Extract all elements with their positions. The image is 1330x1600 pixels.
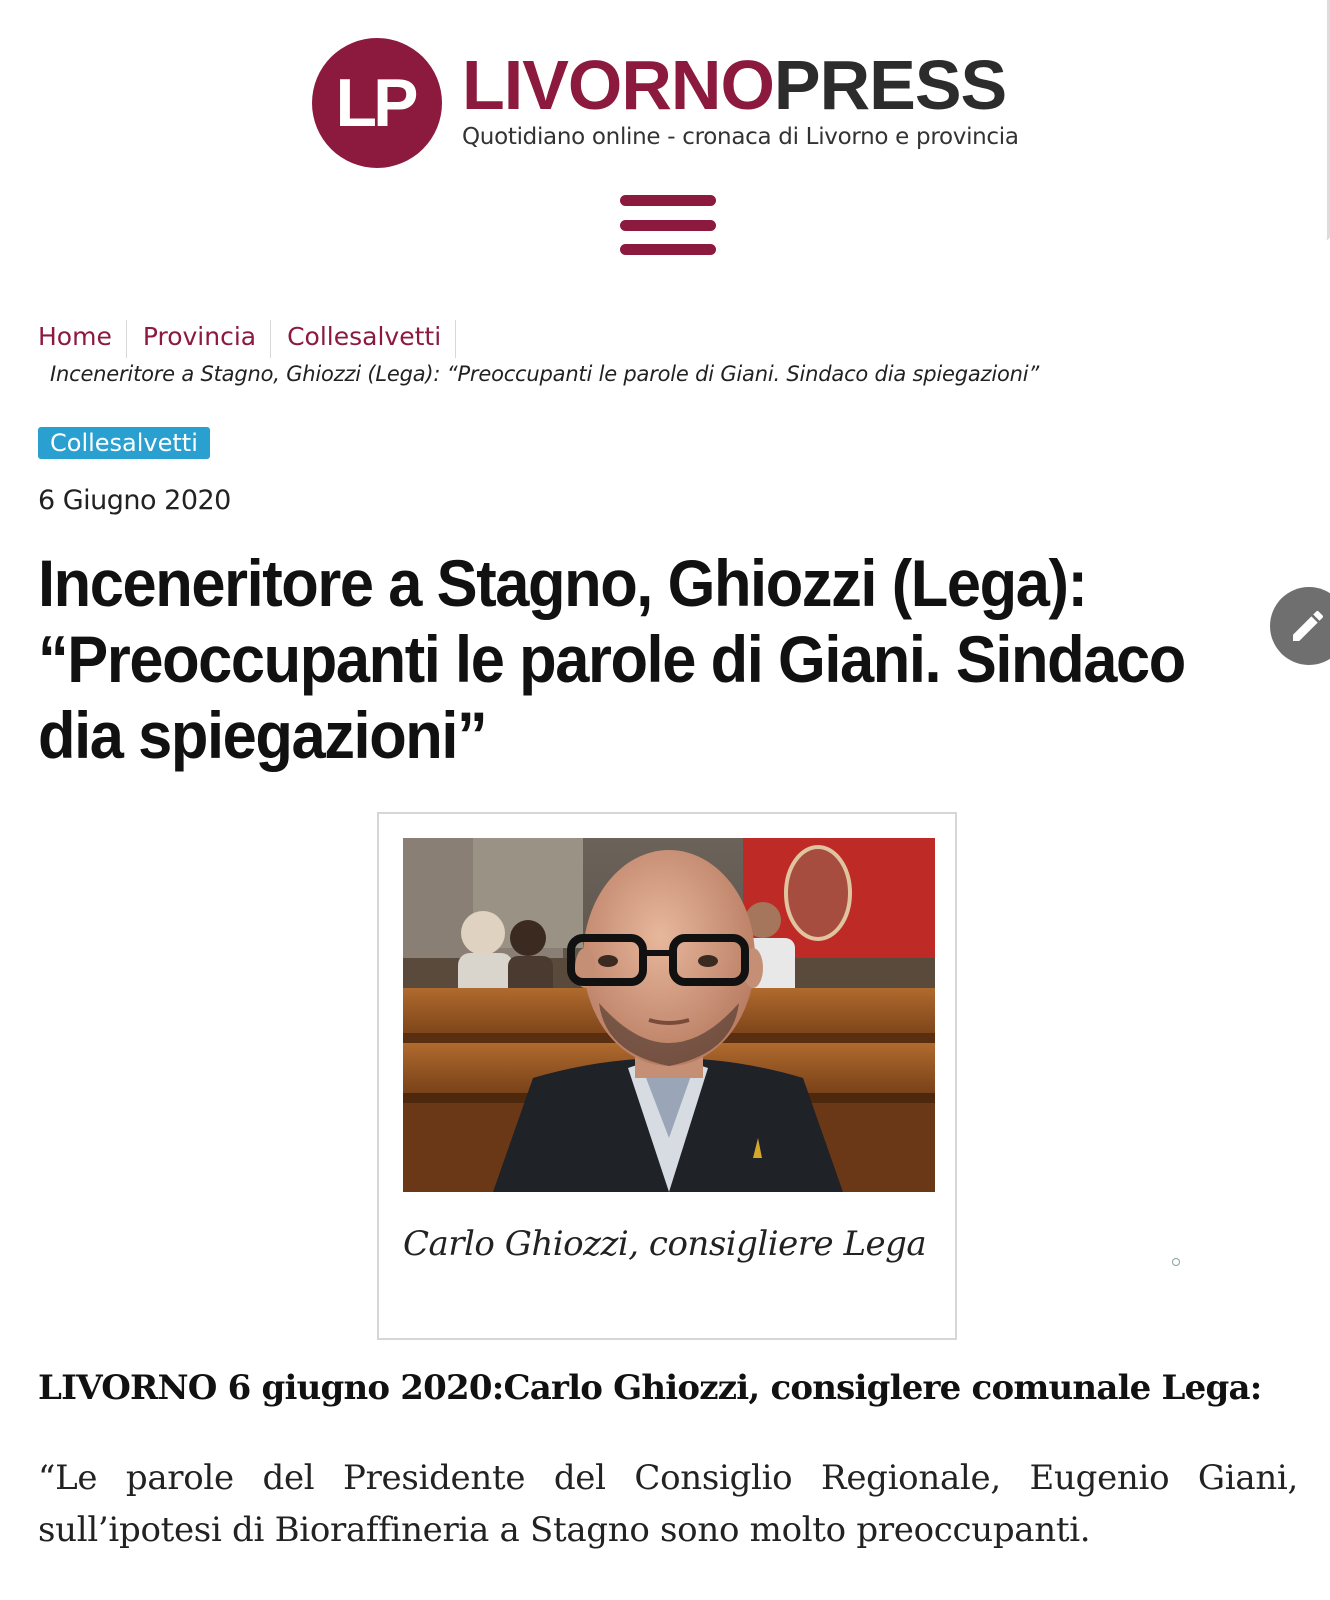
article-figure bbox=[377, 812, 957, 1340]
breadcrumb-current: Inceneritore a Stagno, Ghiozzi (Lega): “Preoccupanti le parole di Giani. Sindaco dia spiegazioni” bbox=[50, 362, 1040, 386]
article-paragraph-1: “Le parole del Presidente del Consiglio Regionale, Eugenio Giani, sull’ipotesi di Bioraffineria a Stagno sono molto preoccupanti. bbox=[38, 1458, 1298, 1550]
brand-block[interactable] bbox=[462, 48, 1019, 150]
logo-badge[interactable] bbox=[312, 38, 442, 168]
category-badge[interactable]: Collesalvetti bbox=[38, 427, 210, 459]
article-photo[interactable] bbox=[403, 838, 935, 1192]
site-header bbox=[0, 0, 1330, 270]
image-caption: Carlo Ghiozzi, consigliere Lega bbox=[403, 1224, 927, 1264]
breadcrumb bbox=[38, 320, 472, 358]
hamburger-menu-icon[interactable] bbox=[620, 195, 716, 255]
brand-name-part1: LIVORNO bbox=[462, 46, 774, 124]
breadcrumb-home[interactable]: Home bbox=[38, 320, 127, 358]
brand-name-part2: PRESS bbox=[773, 46, 1007, 124]
article-date: 6 Giugno 2020 bbox=[38, 485, 231, 516]
scrollbar[interactable] bbox=[1322, 0, 1330, 240]
breadcrumb-collesalvetti[interactable]: Collesalvetti bbox=[287, 320, 456, 358]
edit-button[interactable] bbox=[1270, 587, 1330, 665]
logo-initials: LP bbox=[335, 65, 415, 141]
small-circle-icon bbox=[1172, 1258, 1180, 1266]
menu-bar-2 bbox=[620, 220, 716, 231]
brand-tagline: Quotidiano online - cronaca di Livorno e provincia bbox=[462, 124, 1019, 150]
pencil-icon bbox=[1288, 606, 1328, 646]
brand-name bbox=[462, 48, 1019, 122]
menu-bar-1 bbox=[620, 195, 716, 206]
article-lead: LIVORNO 6 giugno 2020:Carlo Ghiozzi, consiglere comunale Lega: bbox=[38, 1368, 1262, 1408]
breadcrumb-provincia[interactable]: Provincia bbox=[143, 320, 271, 358]
menu-bar-3 bbox=[620, 244, 716, 255]
article-title: Inceneritore a Stagno, Ghiozzi (Lega): “Preoccupanti le parole di Giani. Sindaco dia spiegazioni” bbox=[38, 546, 1185, 772]
